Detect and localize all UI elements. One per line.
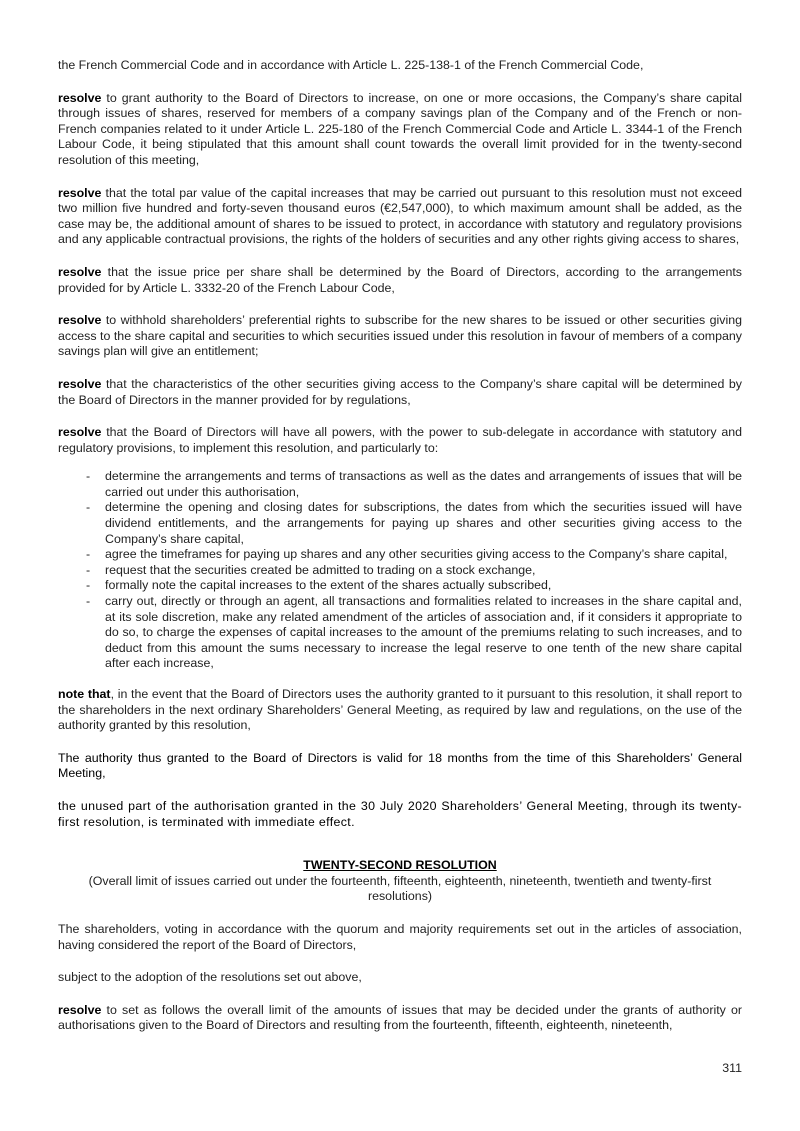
list-item: - formally note the capital increases to the extent of the shares actually subscribed, — [105, 578, 742, 594]
keyword-resolve: resolve — [58, 425, 102, 440]
paragraph-resolve-grant: resolve to grant authority to the Board of Directors to increase, on one or more occasions, the Company’s share capital through issues of shares, reserved for members of a company savings plan of the Company and of the French or non-French companies related to it under Article L. 225-180 of the French Commercial Code and Article L. 3344-1 of the French Labour Code, it being stipulated that this amount shall count towards the overall limit provided for in the twenty-second resolution of this meeting, — [58, 90, 742, 167]
keyword-note-that: note that — [58, 687, 111, 701]
paragraph-resolve-characteristics: resolve that the characteristics of the other securities giving access to the Company’s share capital will be determined by the Board of Directors in the manner provided for by regulations, — [58, 376, 742, 407]
paragraph-note-that: note that, in the event that the Board of Directors uses the authority granted to it pursuant to this resolution, it shall report to the shareholders in the next ordinary Shareholders’ General Meeting, as required by law and regulations, on the use of the authority granted by this resolution, — [58, 687, 743, 733]
powers-list — [58, 469, 742, 672]
paragraph-termination: the unused part of the authorisation granted in the 30 July 2020 Shareholders’ General Meeting, through its twenty-first resolution, is terminated with immediate effect. — [58, 798, 742, 829]
list-item: - request that the securities created be admitted to trading on a stock exchange, — [105, 563, 742, 579]
paragraph-subject-to: subject to the adoption of the resolutions set out above, — [58, 970, 362, 985]
paragraph-resolve-overall-limit: resolve to set as follows the overall limit of the amounts of issues that may be decided under the grants of authority or authorisations given to the Board of Directors and resulting from the fourteenth, fifteenth, eighteenth, nineteenth, — [58, 1002, 742, 1033]
paragraph-resolve-powers: resolve that the Board of Directors will have all powers, with the power to sub-delegate in accordance with statutory and regulatory provisions, to implement this resolution, and particularly to: — [58, 425, 742, 455]
keyword-resolve: resolve — [58, 264, 102, 279]
paragraph-resolve-withhold: resolve to withhold shareholders’ preferential rights to subscribe for the new shares to be issued or other securities giving access to the share capital and securities to which securities issued under this resolution in favour of members of a company savings plan will give an entitlement; — [58, 313, 742, 359]
list-item: - carry out, directly or through an agent, all transactions and formalities related to increases in the share capital and, at its sole discretion, make any related amendment of the articles of association and, if it considers it appropriate to do so, to charge the expenses of capital increases to the amount of the premiums relating to such increases, and to deduct from this amount the sums necessary to increase the legal reserve to one tenth of the new share capital after each increase, — [105, 594, 742, 672]
document-page — [58, 58, 742, 1051]
paragraph-shareholders-voting: The shareholders, voting in accordance with the quorum and majority requirements set out in the articles of association, having considered the report of the Board of Directors, — [58, 921, 742, 952]
paragraph-validity: The authority thus granted to the Board of Directors is valid for 18 months from the time of this Shareholders’ General Meeting, — [58, 750, 742, 781]
list-item: - agree the timeframes for paying up shares and any other securities giving access to the Company’s share capital, — [105, 547, 742, 563]
resolution-subtitle: (Overall limit of issues carried out under the fourteenth, fifteenth, eighteenth, nineteenth, twentieth and twenty-first resolutions) — [88, 873, 712, 904]
keyword-resolve: resolve — [58, 376, 102, 391]
paragraph-resolve-par-value: resolve that the total par value of the capital increases that may be carried out pursuant to this resolution must not exceed two million five hundred and forty-seven thousand euros (€2,547,000), to which maximum amount shall be added, as the case may be, the additional amount of shares to be issued to protect, in accordance with statutory and regulatory provisions and any applicable contractual provisions, the rights of the holders of securities and any other rights giving access to shares, — [58, 185, 742, 247]
keyword-resolve: resolve — [58, 1002, 102, 1017]
resolution-title: TWENTY-SECOND RESOLUTION — [303, 858, 497, 873]
paragraph-continuation: the French Commercial Code and in accordance with Article L. 225-138-1 of the French Commercial Code, — [58, 58, 644, 72]
keyword-resolve: resolve — [58, 185, 102, 200]
paragraph-resolve-issue-price: resolve that the issue price per share shall be determined by the Board of Directors, according to the arrangements provided for by Article L. 3332-20 of the French Labour Code, — [58, 264, 742, 295]
list-item: - determine the opening and closing dates for subscriptions, the dates from which the securities issued will have dividend entitlements, and the arrangements for paying up shares and other securities giving access to the Company’s share capital, — [105, 500, 742, 547]
keyword-resolve: resolve — [58, 90, 102, 105]
page-number: 311 — [722, 1061, 742, 1075]
keyword-resolve: resolve — [58, 313, 102, 328]
list-item: - determine the arrangements and terms of transactions as well as the dates and arrangements of issues that will be carried out under this authorisation, — [105, 469, 742, 500]
